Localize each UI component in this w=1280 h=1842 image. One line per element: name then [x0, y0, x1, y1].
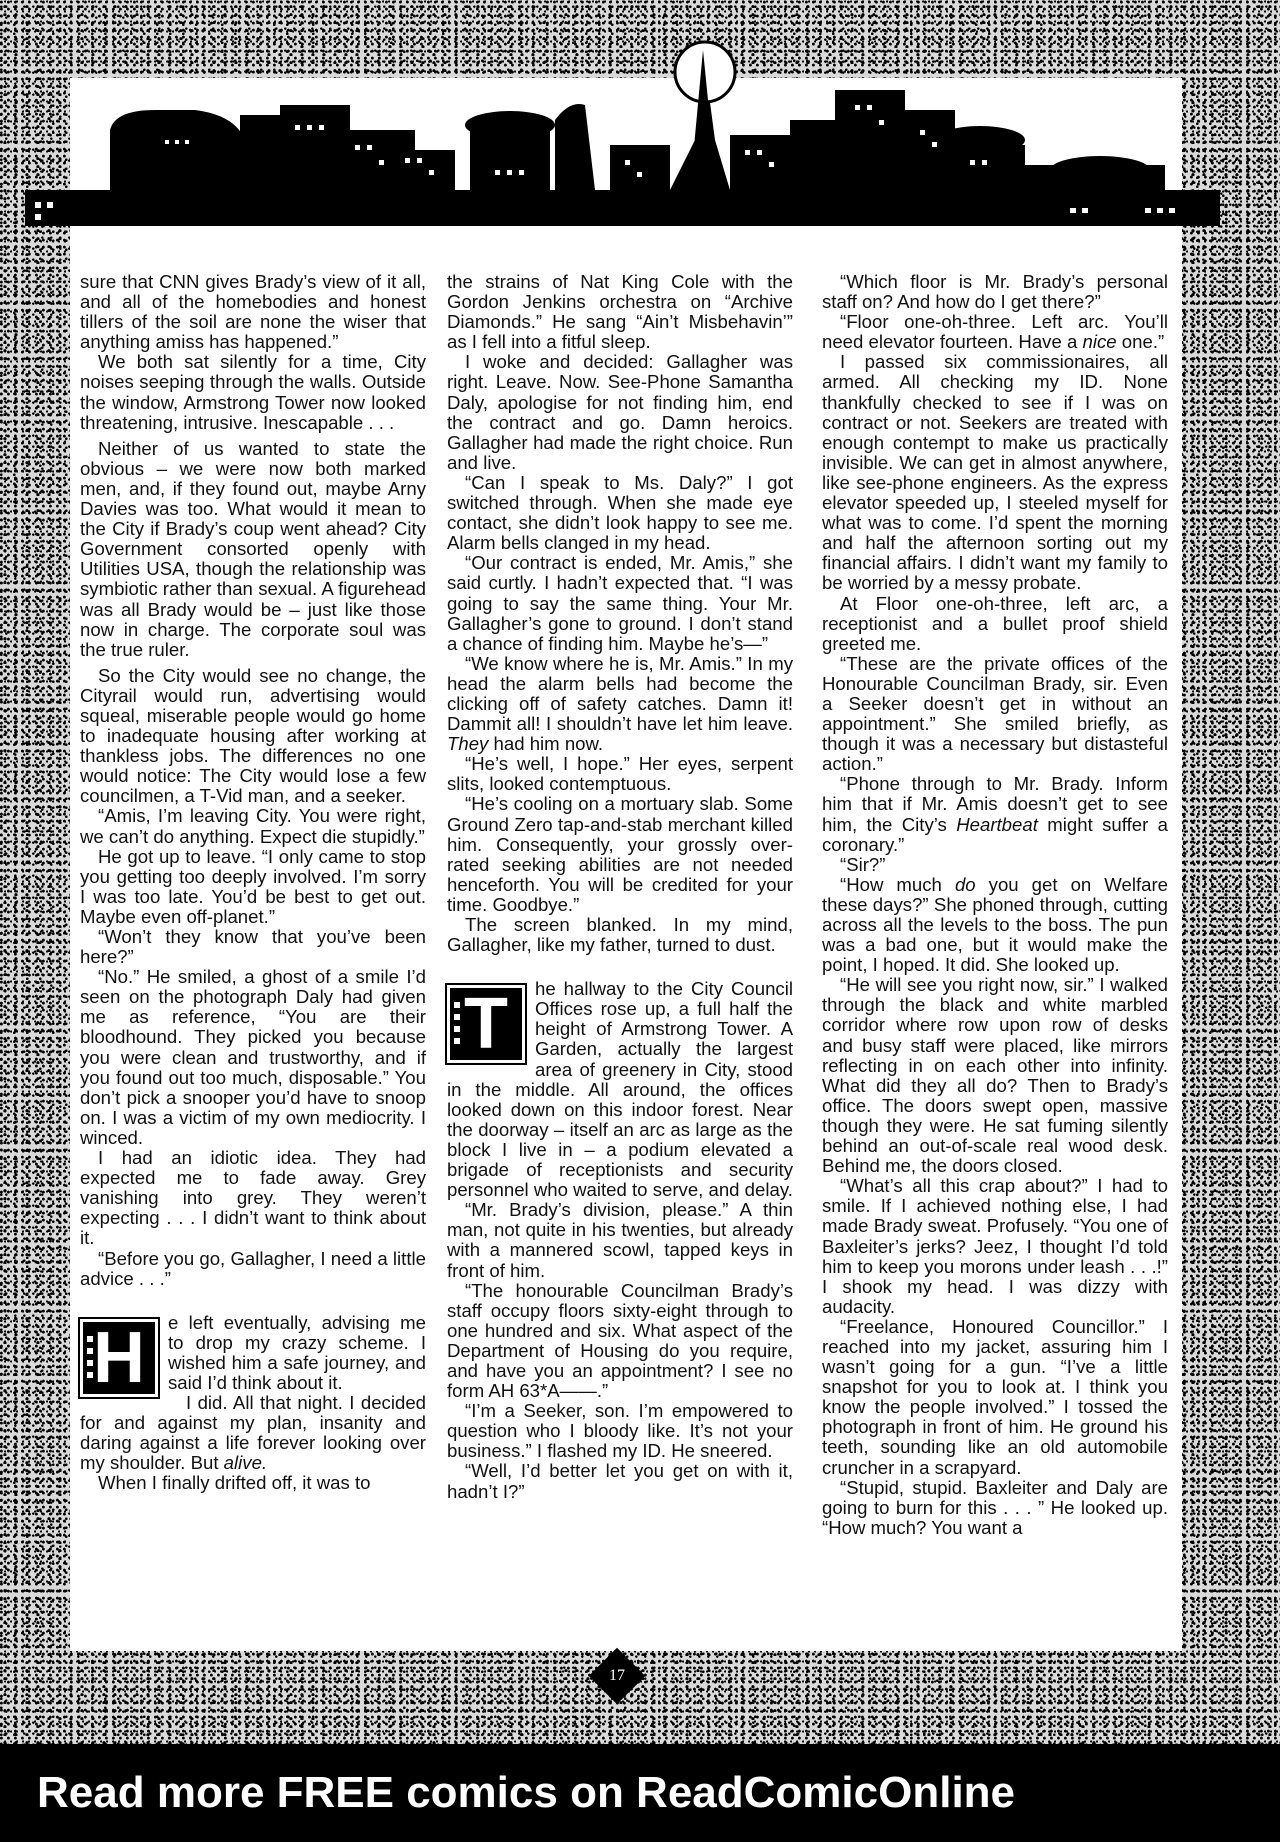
paragraph: “Freelance, Honoured Councillor.” I reached into my jacket, assuring him I wasn’t going for a gun. “I’ve a little snapshot for you to look at. I think you know the people involved.” I tossed the photograph in front of him. He ground his teeth, sounding like an old automobile cruncher in a scrapyard.	[822, 1315, 1168, 1478]
paragraph: “We know where he is, Mr. Amis.” In my head the alarm bells had become the clicking off of safety catches. Damn it! Dammit all! I shouldn’t have let him leave. They had him now.	[447, 652, 793, 755]
article-column-2	[447, 272, 793, 1502]
paragraph: sure that CNN gives Brady’s view of it all, and all of the homebodies and honest tillers of the soil are none the wiser that anything amiss has happened.”	[80, 271, 426, 353]
paragraph: I had an idiotic idea. They had expected me to fade away. Grey vanishing into grey. They weren’t expecting . . . I didn’t want to think about it.	[80, 1147, 426, 1249]
paragraph: “Which floor is Mr. Brady’s personal staff on? And how do I get there?”	[822, 271, 1168, 313]
paragraph: “Sir?”	[840, 853, 886, 875]
paragraph-with-dropcap: T he hallway to the City Council Offices rose up, a full half the height of Armstrong Tower. A Garden, actually the largest area of greenery in City, stood in the middle. All around, the offices looked down on this indoor forest. Near the doorway – itself an arc as large as the block I live in – a podium elevated a brigade of receptionists and security personnel who waited to serve, and delay.	[447, 978, 793, 1201]
paragraph: “Before you go, Gallagher, I need a little advice . . .”	[80, 1247, 426, 1289]
paragraph: “Stupid, stupid. Baxleiter and Daly are going to burn for this . . . ” He looked up. “How much? You want a	[822, 1476, 1168, 1538]
paragraph: “The honourable Councilman Brady’s staff occupy floors sixty-eight through to one hundred and six. What aspect of the Department of Housing do you require, and have you an appointment? I see no form AH 63*A——.”	[447, 1279, 793, 1402]
paragraph: “I’m a Seeker, son. I’m empowered to question who I bloody like. It’s not your business.” I flashed my ID. He sneered.	[447, 1400, 793, 1462]
paragraph-with-dropcap: H e left eventually, advising me to drop my crazy scheme. I wished him a safe journey, and said I’d think about it.	[80, 1313, 426, 1393]
promo-banner: Read more FREE comics on ReadComicOnline	[0, 1744, 1280, 1842]
paragraph: “These are the private offices of the Honourable Councilman Brady, sir. Even a Seeker doesn’t get in without an appointment.” She smiled briefly, as though it was a necessary but distasteful action.”	[822, 652, 1168, 775]
paragraph: “Amis, I’m leaving City. You were right, we can’t do anything. Expect die stupidly.”	[80, 805, 426, 847]
paragraph: The screen blanked. In my mind, Gallagher, like my father, turned to dust.	[447, 914, 793, 956]
paragraph: We both sat silently for a time, City noises seeping through the walls. Outside the window, Armstrong Tower now looked threatening, intrusive. Inescapable . . .	[80, 351, 426, 433]
paragraph: “Phone through to Mr. Brady. Inform him that if Mr. Amis doesn’t get to see him, the City’s Heartbeat might suffer a coronary.”	[822, 773, 1168, 855]
city-skyline-illustration	[25, 30, 1225, 240]
paragraph: So the City would see no change, the Cityrail would run, advertising would squeal, miserable people would go home to inadequate housing after working at thankless jobs. The differences no one would notice: The City would lose a few councilmen, a T-Vid man, and a seeker.	[80, 664, 426, 807]
dropcap-t: T	[447, 985, 525, 1063]
paragraph: “Mr. Brady’s division, please.” A thin man, not quite in his twenties, but already with a mannered scowl, tapped keys in front of him.	[447, 1199, 793, 1281]
paragraph: He got up to leave. “I only came to stop you getting too deeply involved. I’m sorry I was too late. You’d be best to get out. Maybe even off-planet.”	[80, 845, 426, 927]
page-number: 17	[609, 1667, 625, 1684]
paragraph: At Floor one-oh-three, left arc, a receptionist and a bullet proof shield greeted me.	[822, 592, 1168, 654]
paragraph: “Won’t they know that you’ve been here?”	[80, 926, 426, 968]
article-column-3	[822, 272, 1168, 1538]
paragraph: “Can I speak to Ms. Daly?” I got switched through. When she made eye contact, she didn’t look happy to see me. Alarm bells clanged in my head.	[447, 471, 793, 554]
paragraph: “Our contract is ended, Mr. Amis,” she said curtly. I hadn’t expected that. “I was going to say the same thing. Your Mr. Gallagher’s gone to ground. I don’t stand a chance of finding him. Maybe he’s—”	[447, 552, 793, 654]
paragraph: the strains of Nat King Cole with the Gordon Jenkins orchestra on “Archive Diamonds.” He sang “Ain’t Misbehavin’” as I fell into a fitful sleep.	[447, 271, 793, 353]
dropcap-h: H	[80, 1319, 158, 1397]
paragraph: I did. All that night. I decided for and against my plan, insanity and daring against a life forever looking over my shoulder. But alive.	[80, 1392, 426, 1474]
paragraph: Neither of us wanted to state the obvious – we were now both marked men, and, if they found out, maybe Arny Davies was too. What would it mean to the City if Brady’s coup went ahead? City Government consorted openly with Utilities USA, though the relationship was symbiotic rather than sexual. A figurehead was all Brady would be – just like those now in charge. The corporate soul was the true ruler.	[80, 437, 426, 660]
page-number-badge	[589, 1648, 646, 1705]
paragraph: “No.” He smiled, a ghost of a smile I’d seen on the photograph Daly had given me as reference, “You are their bloodhound. They picked you because you were clean and trustworthy, and if you found out too much, disposable.” You don’t pick a snooper you’d have to snoop on. I was a victim of my own mediocrity. I winced.	[80, 966, 426, 1148]
paragraph: “He will see you right now, sir.” I walked through the black and white marbled corridor where row upon row of desks and busy staff were placed, like mirrors reflecting in on each other into infinity. What did they all do? Then to Brady’s office. The doors swept open, massive though they were. He sat fuming silently behind an out-of-scale real wood desk. Behind me, the doors closed.	[822, 974, 1168, 1177]
paragraph: “How much do you get on Welfare these days?” She phoned through, cutting across all the levels to the boss. The pun was a bad one, but it would make the point, I hoped. It did. She looked up.	[822, 873, 1169, 976]
paragraph: “He’s cooling on a mortuary slab. Some Ground Zero tap-and-stab merchant killed him. Consequently, your grossly over-rated seeking abilities are not needed henceforth. You will be credited for your time. Goodbye.”	[447, 793, 793, 915]
paragraph: “He’s well, I hope.” Her eyes, serpent slits, looked contemptuous.	[447, 753, 793, 795]
paragraph: “Floor one-oh-three. Left arc. You’ll need elevator fourteen. Have a nice one.”	[822, 311, 1168, 353]
article-column-1	[80, 272, 426, 1494]
paragraph: “Well, I’d better let you get on with it, hadn’t I?”	[447, 1460, 793, 1502]
paragraph: I passed six commissionaires, all armed. All checking my ID. None thankfully checked to see if I was on contract or not. Seekers are treated with enough contempt to make us practically invisible. We can get in almost anywhere, like see-phone engineers. As the express elevator speeded up, I steeled myself for what was to come. I’d spent the morning and half the afternoon sorting out my financial affairs. I didn’t want my family to be worried by a messy probate.	[822, 351, 1168, 594]
paragraph: “What’s all this crap about?” I had to smile. If I achieved nothing else, I had made Brady sweat. Profusely. “You one of Baxleiter’s jerks? Jeez, I thought I’d told him to keep you morons under leash . . .!” I shook my head. I was dizzy with audacity.	[822, 1175, 1168, 1317]
paragraph: When I finally drifted off, it was to	[98, 1472, 371, 1494]
paragraph: I woke and decided: Gallagher was right. Leave. Now. See-Phone Samantha Daly, apologise for not finding him, end the contract and go. Damn heroics. Gallagher had made the right choice. Run and live.	[447, 351, 793, 473]
